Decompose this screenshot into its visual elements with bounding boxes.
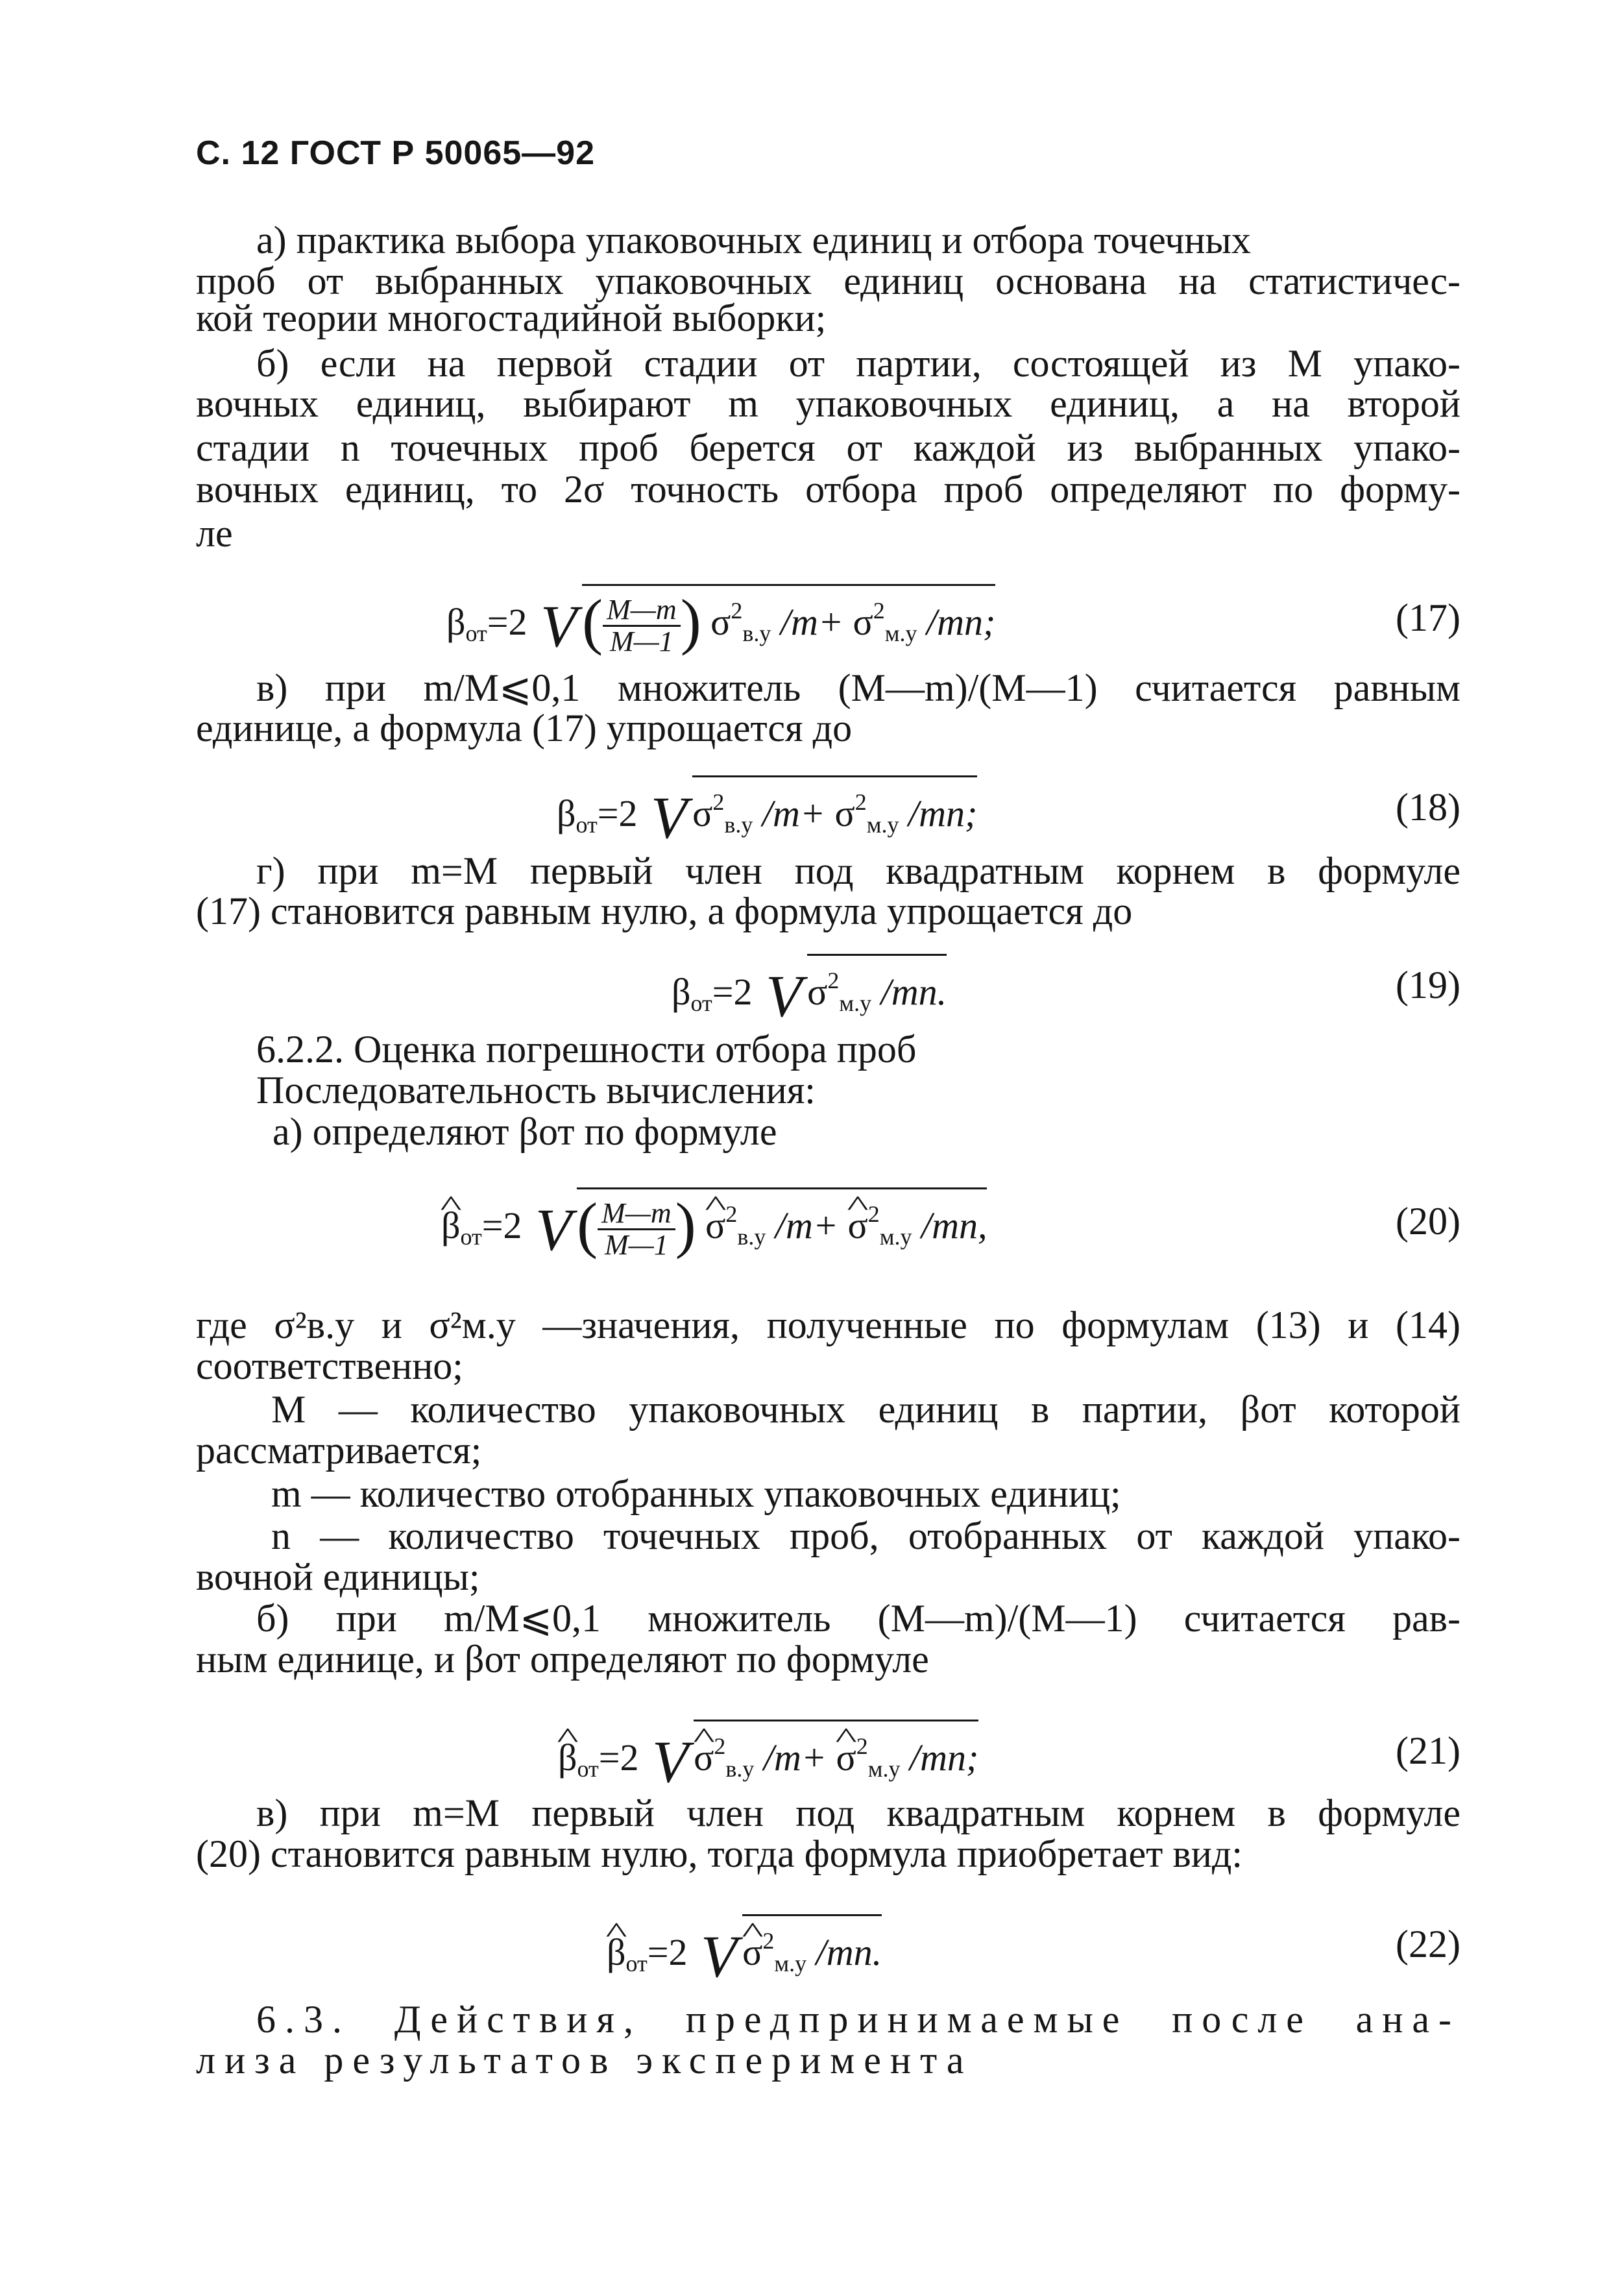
para-a-line-3: кой теории многостадийной выборки; [196,297,827,339]
para-a-line-1: а) практика выбора упаковочных единиц и отбора точечных [256,219,1251,261]
formula-18: $\beta_{от}=2$ V $\sigma^2_{в.у}$ $/m+ \sigma^2_{м.у}$ /mn; [557,775,977,845]
para-b-line-1: б) если на первой стадии от партии, состоящей из M упако- [256,342,1460,385]
equation-number-21: (21) [1396,1729,1460,1772]
para-g-line-1: г) при m=M первый член под квадратным корнем в формуле [256,849,1460,892]
para-b-line-3: стадии n точечных проб берется от каждой из выбранных упако- [196,426,1460,469]
def-m: m — количество отобранных упаковочных единиц; [271,1472,1121,1515]
def-M-line-2: рассматривается; [196,1429,482,1472]
formula-21: ^ $\beta_{от}=2$ V^ $\sigma^2_{в.у}$ /m+ ^ $\sigma^2_{м.у}$ /mn; [558,1720,978,1790]
para-b-line-5: ле [196,512,233,555]
section-6-2-2-item-a: а) определяют βот по формуле [273,1110,777,1153]
def-M-line-1: M — количество упаковочных единиц в партии, βот которой [271,1388,1460,1431]
para-v-line-1: в) при m/M⩽0,1 множитель (M—m)/(M—1) считается равным [256,666,1460,709]
equation-number-22: (22) [1396,1923,1460,1965]
def-n-line-2: вочной единицы; [196,1555,480,1598]
para-v-line-2: единице, а формула (17) упрощается до [196,707,853,749]
equation-number-19: (19) [1396,964,1460,1006]
where-line-2: соответственно; [196,1344,463,1387]
section-6-3-line-1: 6.3. Действия, предпринимаемые после ана- [256,1998,1460,2041]
section-6-3-line-2: лиза результатов эксперимента [196,2039,973,2082]
page-header: С. 12 ГОСТ Р 50065—92 [196,134,596,172]
def-n-line-1: n — количество точечных проб, отобранных от каждой упако- [271,1514,1460,1557]
where-line-1: где σ²в.у и σ²м.у —значения, полученные по формулам (13) и (14) [196,1304,1460,1346]
formula-20: ^ $\beta_{от}=2$ V( $\frac{M—m}{M—1}$ ) ^ $\sigma^2_{в.у}$ /m+ ^ $\sigma^2_{м.у}$ /mn, [441,1187,987,1260]
para-v2-line-2: (20) становится равным нулю, тогда формула приобретает вид: [196,1832,1243,1875]
para-b-line-2: вочных единиц, выбирают m упаковочных единиц, а на второй [196,382,1460,425]
equation-number-18: (18) [1396,786,1460,829]
formula-17: $\beta_{от}=2$ V( $\frac{M—m}{M—1}$ ) $\sigma^2_{в.у}$ $/m+ \sigma^2_{м.у}$ /mn; [446,584,995,657]
para-b2-line-2: ным единице, и βот определяют по формуле [196,1638,929,1681]
section-6-2-2-sequence: Последовательность вычисления: [256,1069,816,1112]
para-b-line-4: вочных единиц, то 2σ точность отбора проб определяют по форму- [196,468,1460,511]
para-g-line-2: (17) становится равным нулю, а формула упрощается до [196,890,1133,932]
para-b2-line-1: б) при m/M⩽0,1 множитель (M—m)/(M—1) считается рав- [256,1597,1460,1640]
formula-22: ^ $\beta_{от}=2$ V^ $\sigma^2_{м.у}$ /mn. [607,1914,882,1984]
equation-number-20: (20) [1396,1200,1460,1243]
para-a-line-2: проб от выбранных упаковочных единиц основана на статистичес- [196,260,1460,302]
section-6-2-2-title: 6.2.2. Оценка погрешности отбора проб [256,1028,917,1071]
para-v2-line-1: в) при m=M первый член под квадратным корнем в формуле [256,1792,1460,1834]
equation-number-17: (17) [1396,596,1460,639]
formula-19: $\beta_{от}=2$ V $\sigma^2_{м.у}$ /mn. [672,954,947,1024]
